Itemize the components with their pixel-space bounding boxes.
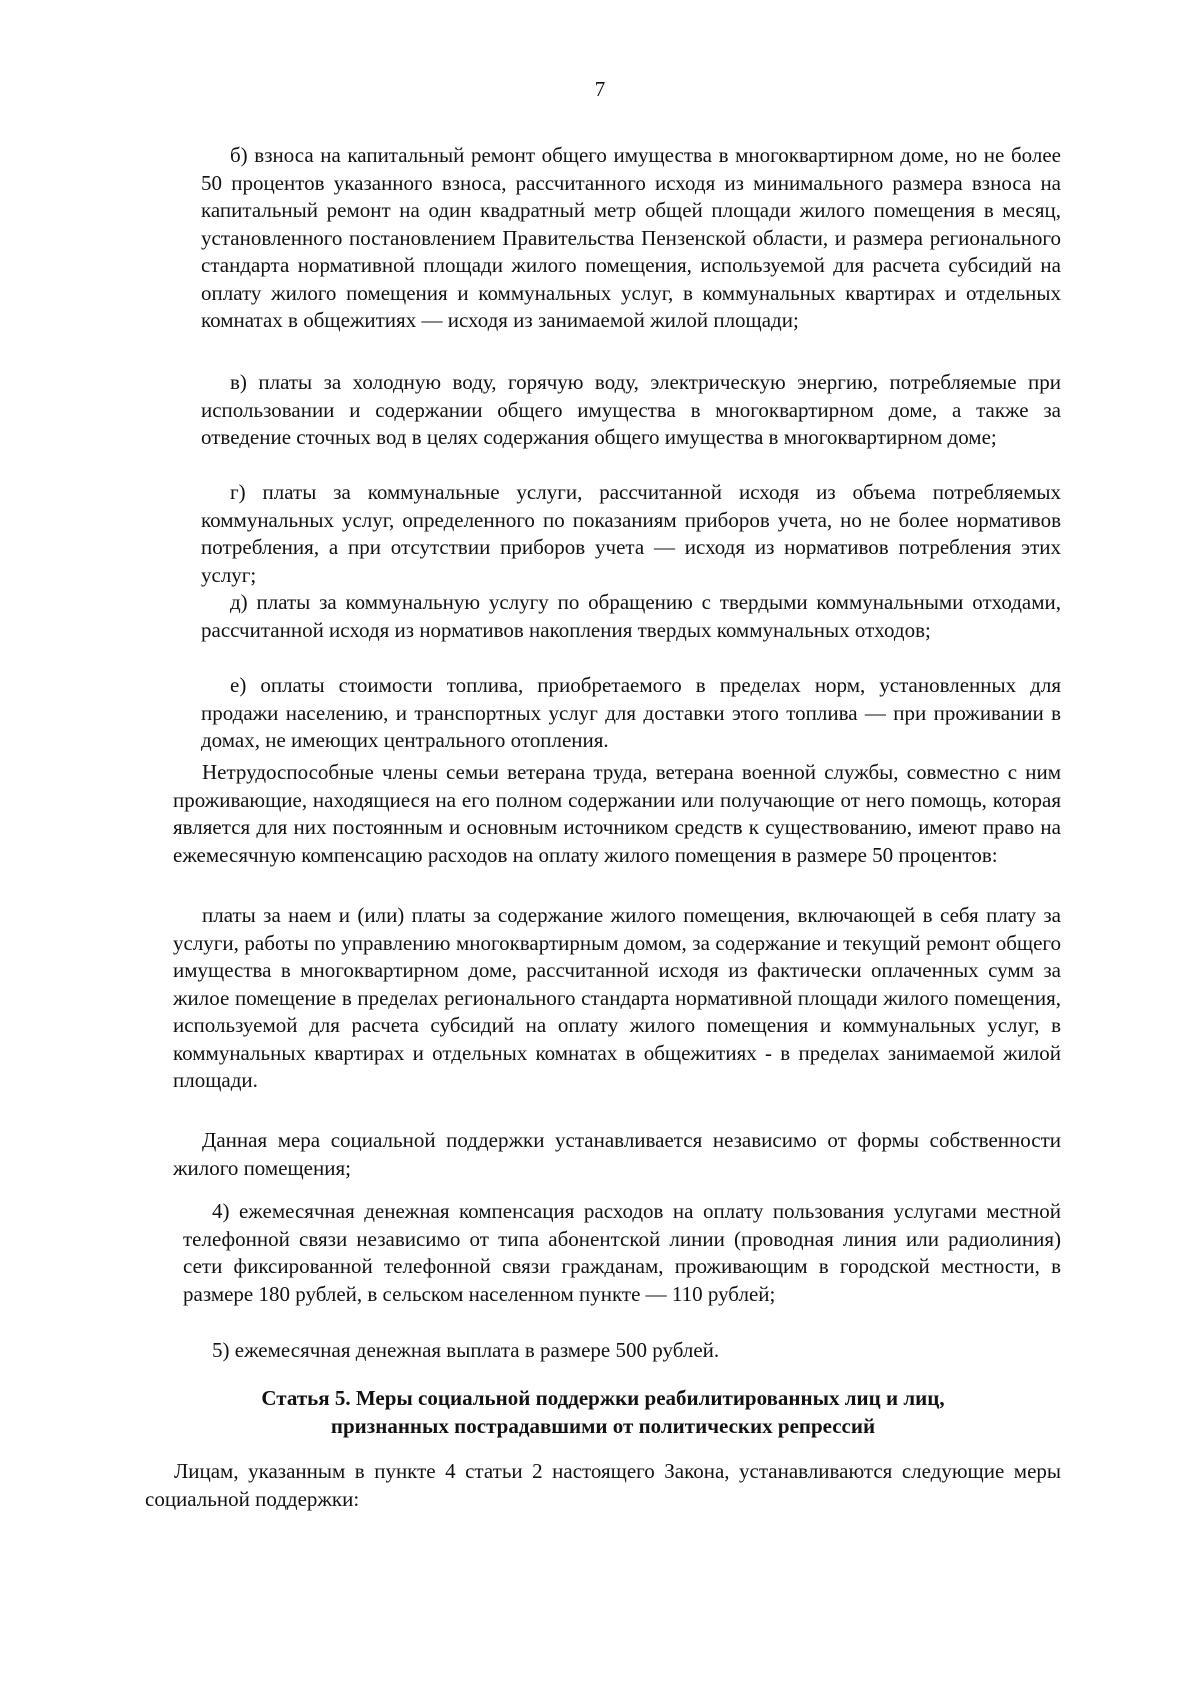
item-4-telephone-compensation: 4) ежемесячная денежная компенсация расходов на оплату пользования услугами местной телефонной связи независимо от типа абонентской линии (проводная линия или радиолиния) сети фиксированной телефонной связи гражданам, проживающим в городской местности, в размере 180 рублей, в сельском населенном пункте — 110 рублей;	[183, 1199, 1061, 1306]
article-5-heading-line-2: признанных пострадавшими от политических репрессий	[330, 1413, 876, 1438]
item-v: в) платы за холодную воду, горячую воду, электрическую энергию, потребляемые при использовании и содержании общего имущества в многоквартирном доме, а также за отведение сточных вод в целях содержания общего имущества в многоквартирном доме;	[201, 370, 1061, 449]
paragraph-rent-payment: платы за наем и (или) платы за содержание жилого помещения, включающей в себя плату за услуги, работы по управлению многоквартирным домом, за содержание и текущий ремонт общего имущества в многоквартирном доме, рассчитанной исходя из фактически оплаченных сумм за жилое помещение в пределах регионального стандарта нормативной площади жилого помещения, используемой для расчета субсидий на оплату жилого помещения и коммунальных услуг, в коммунальных квартирах и отдельных комнатах в общежитиях - в пределах занимаемой жилой площади.	[173, 903, 1061, 1092]
item-b: б) взноса на капитальный ремонт общего имущества в многоквартирном доме, но не более 50 процентов указанного взноса, рассчитанного исходя из минимального размера взноса на капитальный ремонт на один квадратный метр общей площади жилого помещения в месяц, установленного постановлением Правительства Пензенской области, и размера регионального стандарта нормативной площади жилого помещения, используемой для расчета субсидий на оплату жилого помещения и коммунальных услуг, в коммунальных квартирах и отдельных комнатах в общежитиях — исходя из занимаемой жилой площади;	[201, 143, 1061, 332]
article-5-heading	[145, 1385, 1061, 1440]
item-e: е) оплаты стоимости топлива, приобретаемого в пределах норм, установленных для продажи населению, и транспортных услуг для доставки этого топлива — при проживании в домах, не имеющих центрального отопления.	[201, 673, 1061, 752]
paragraph-persons-entitled: Лицам, указанным в пункте 4 статьи 2 настоящего Закона, устанавливаются следующие меры социальной поддержки:	[145, 1459, 1061, 1511]
paragraph-support-measure: Данная мера социальной поддержки устанавливается независимо от формы собственности жилого помещения;	[173, 1128, 1061, 1180]
item-g: г) платы за коммунальные услуги, рассчитанной исходя из объема потребляемых коммунальных услуг, определенного по показаниям приборов учета, но не более нормативов потребления, а при отсутствии приборов учета — исходя из нормативов потребления этих услуг;	[201, 480, 1061, 587]
item-5-monthly-payment: 5) ежемесячная денежная выплата в размере 500 рублей.	[212, 1338, 720, 1362]
article-5-heading-line-1: Статья 5. Меры социальной поддержки реабилитированных лиц и лиц,	[261, 1386, 945, 1410]
item-d: д) платы за коммунальную услугу по обращению с твердыми коммунальными отходами, рассчитанной исходя из нормативов накопления твердых коммунальных отходов;	[201, 590, 1061, 642]
paragraph-disabled-family-members: Нетрудоспособные члены семьи ветерана труда, ветерана военной службы, совместно с ним проживающие, находящиеся на его полном содержании или получающие от него помощь, которая является для них постоянным и основным источником средств к существованию, имеют право на ежемесячную компенсацию расходов на оплату жилого помещения в размере 50 процентов:	[173, 760, 1061, 867]
page-number: 7	[594, 77, 606, 101]
